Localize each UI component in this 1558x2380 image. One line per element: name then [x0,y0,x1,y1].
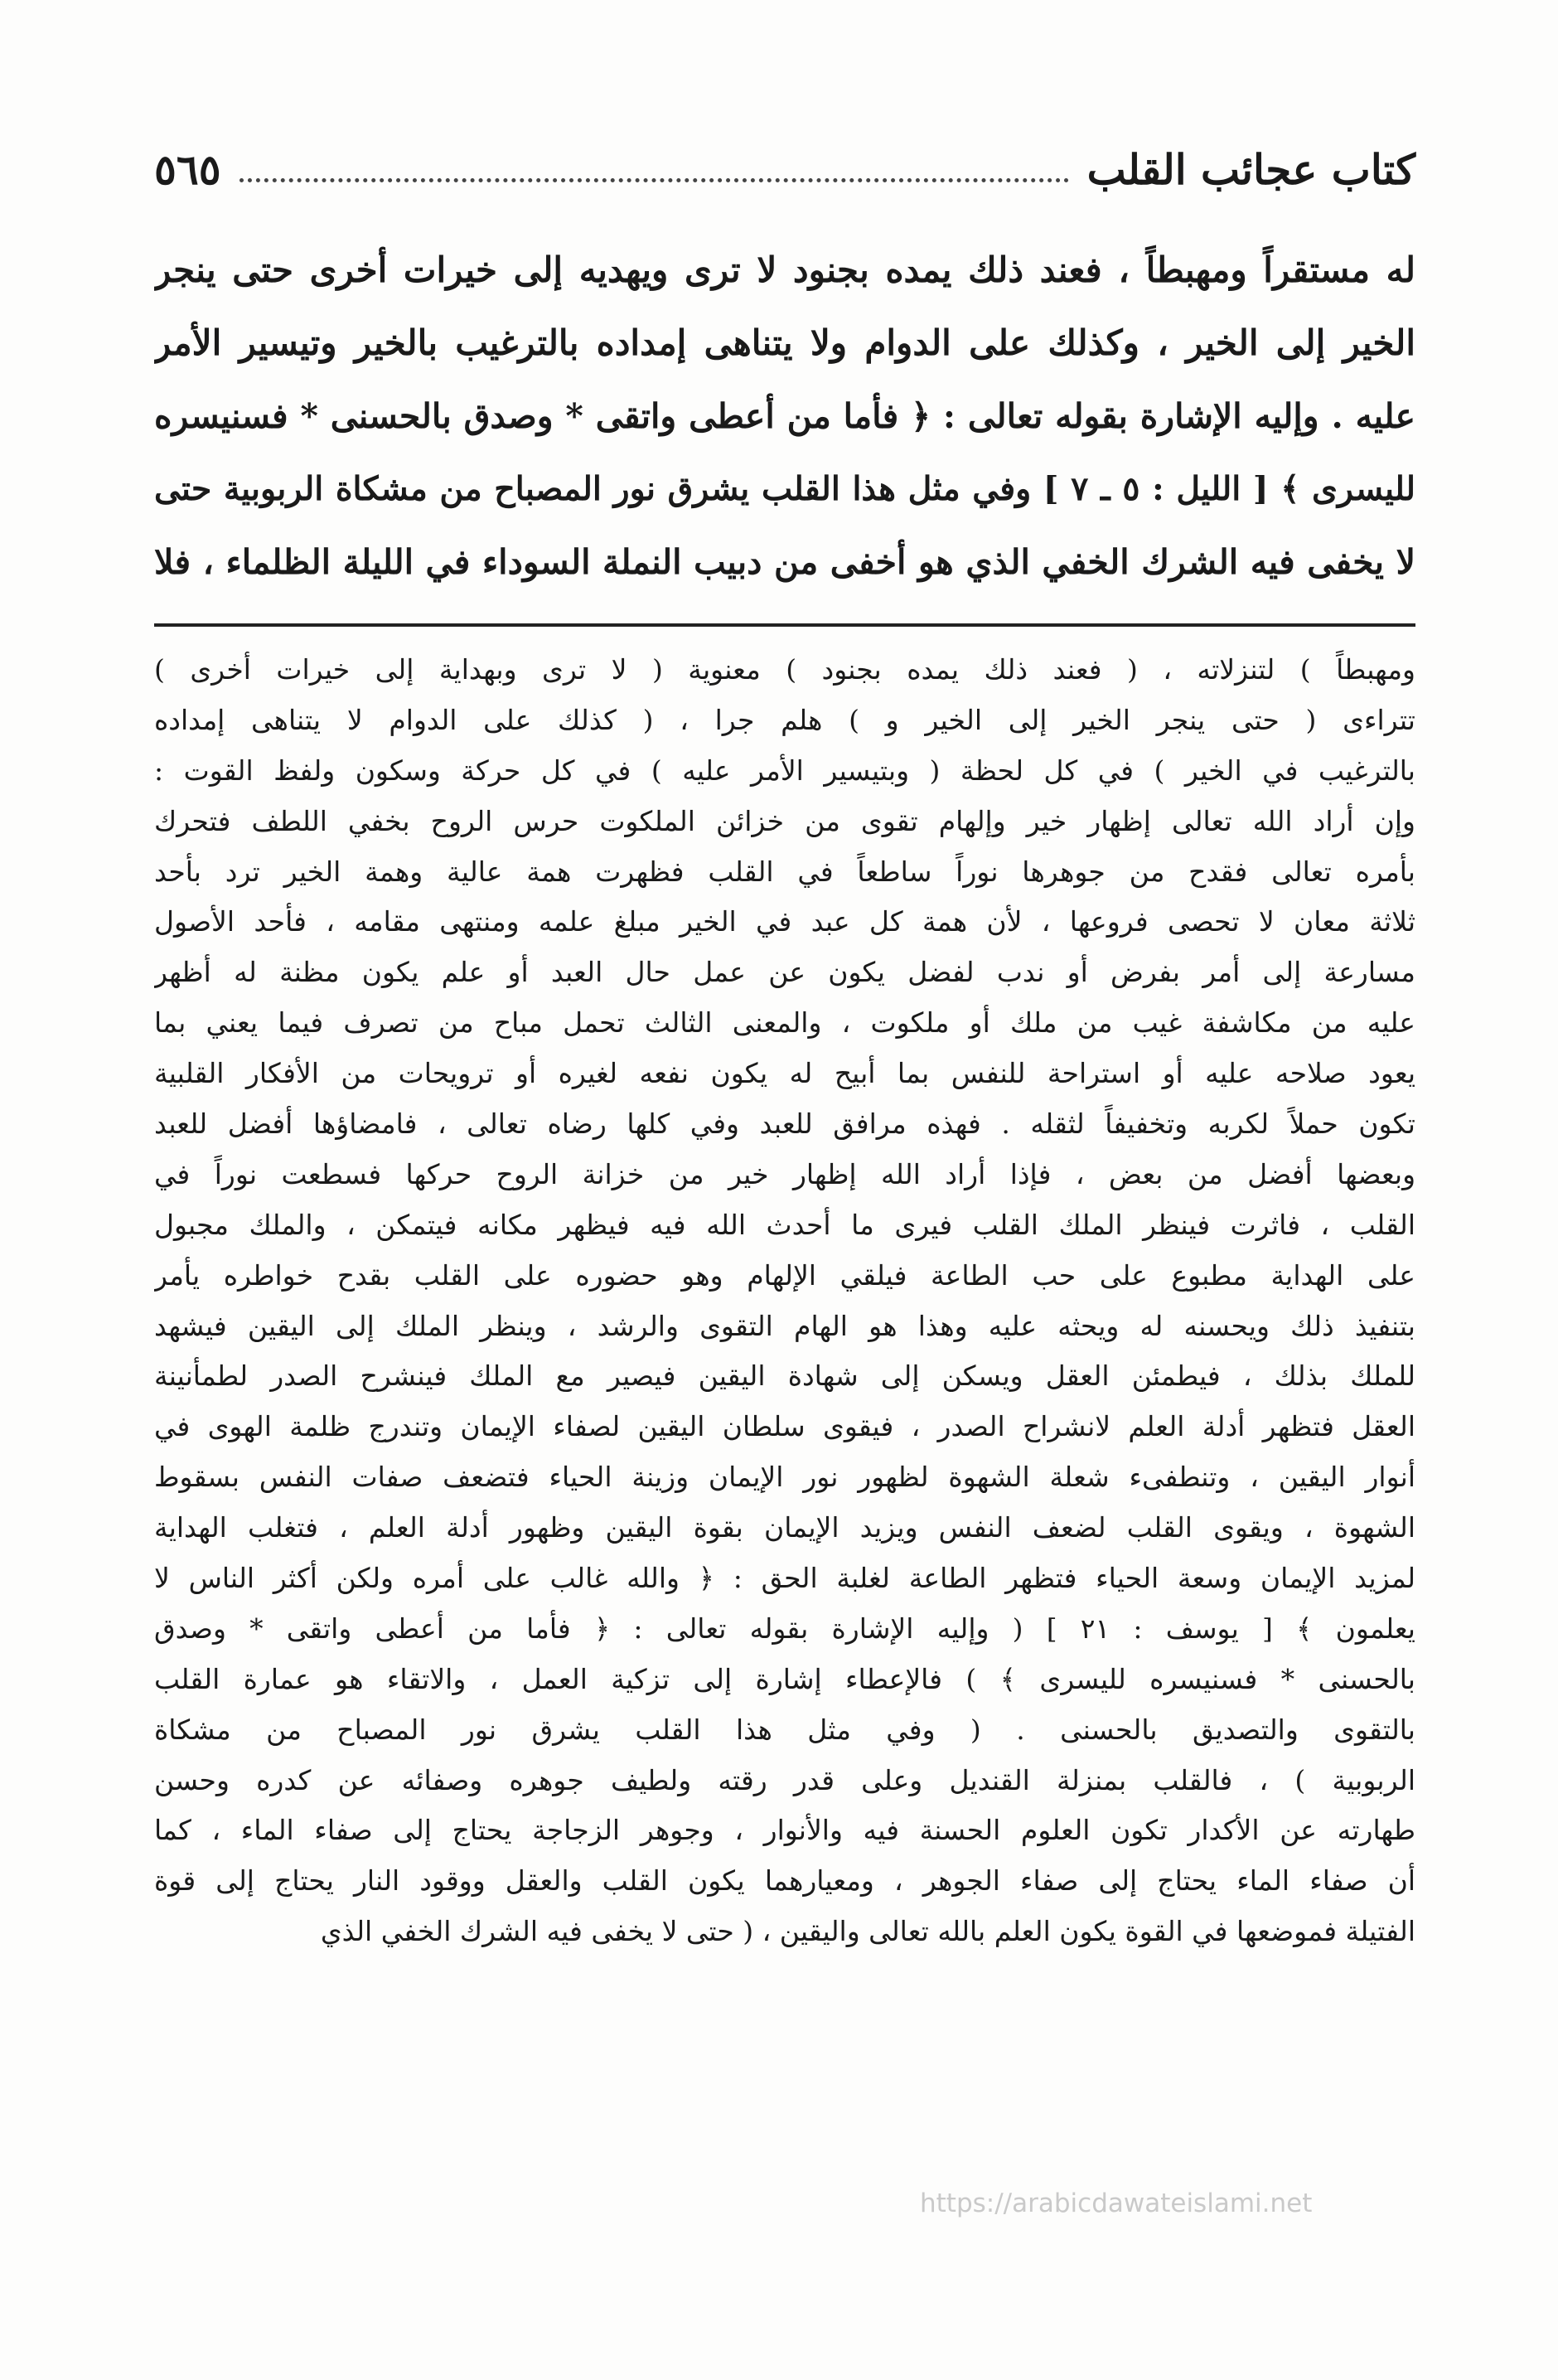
main-text-line: لليسرى ﴾ [ الليل : ٥ ـ ٧ ] وفي مثل هذا القلب يشرق نور المصباح من مشكاة الربوبية حتى [154,470,1415,508]
commentary-line: ثلاثة معان لا تحصى فروعها ، لأن همة كل عبد في الخير مبلغ علمه ومنتهى مقامه ، فأحد الأصول [154,905,1415,938]
commentary-line: للملك بذلك ، فيطمئن العقل ويسكن إلى شهادة اليقين فيصير مع الملك فينشرح الصدر لطمأنينة [154,1360,1415,1393]
commentary-line: القلب ، فاثرت فينظر الملك القلب فيرى ما أحدث الله فيه فيظهر مكانه فيتمكن ، والملك مجبول [154,1208,1415,1241]
commentary-line: يعود صلاحه عليه أو استراحة للنفس بما أبيح له يكون نفعه لغيره أو ترويحات من الأفكار القلبية [154,1057,1415,1090]
commentary-line: بالتقوى والتصديق بالحسنى . ( وفي مثل هذا القلب يشرق نور المصباح من مشكاة [154,1713,1415,1746]
commentary-line: مسارعة إلى أمر بفرض أو ندب لفضل يكون عن عمل حال العبد أو علم يكون مظنة له أظهر [154,956,1415,989]
main-text-line: الخير إلى الخير ، وكذلك على الدوام ولا يتناهى إمداده بالترغيب بالخير وتيسير الأمر [154,322,1415,363]
commentary-line: أنوار اليقين ، وتنطفىء شعلة الشهوة لظهور نور الإيمان وزينة الحياء فتضعف صفات النفس بسقوط [154,1461,1415,1494]
commentary-separator [154,623,1415,627]
commentary-line: ومهبطاً ) لتنزلاته ، ( فعند ذلك يمده بجنود ) معنوية ( لا ترى وبهداية إلى خيرات أخرى ) [154,653,1415,686]
commentary-line: على الهداية مطبوع على حب الطاعة فيلقي الإلهام وهو حضوره على القلب بقدح خواطره يأمر [154,1258,1415,1292]
commentary-line: بتنفيذ ذلك ويحسنه له ويحثه عليه وهذا هو الهام التقوى والرشد ، وينظر الملك إلى اليقين فيشهد [154,1309,1415,1342]
commentary-line: الربوبية ) ، فالقلب بمنزلة القنديل وعلى قدر رقته ولطيف جوهره وصفائه عن كدره وحسن [154,1763,1415,1796]
commentary-line: عليه من مكاشفة غيب من ملك أو ملكوت ، والمعنى الثالث تحمل مباح من تصرف فيما يعني بما [154,1006,1415,1040]
commentary-line: وإن أراد الله تعالى إظهار خير وإلهام تقوى من خزائن الملكوت حرس الروح بخفي اللطف فتحرك [154,804,1415,837]
commentary-line: الشهوة ، ويقوى القلب لضعف النفس ويزيد الإيمان بقوة اليقين وظهور أدلة العلم ، فتغلب الهداية [154,1511,1415,1544]
commentary-line: العقل فتظهر أدلة العلم لانشراح الصدر ، فيقوى سلطان اليقين لصفاء الإيمان وتندرج ظلمة الهوى في [154,1410,1415,1443]
dotted-leader [240,177,1069,182]
commentary-line: بأمره تعالى فقدح من جوهرها نوراً ساطعاً في القلب فظهرت همة عالية وهمة الخير ترد بأحد [154,855,1415,888]
commentary-line: بالحسنى * فسنيسره لليسرى ﴾ ) فالإعطاء إشارة إلى تزكية العمل ، والاتقاء هو عمارة القلب [154,1662,1415,1695]
book-title: كتاب عجائب القلب [1086,145,1415,194]
commentary-line: يعلمون ﴾ [ يوسف : ٢١ ] ( وإليه الإشارة بقوله تعالى : ﴿ فأما من أعطى واتقى * وصدق [154,1612,1415,1645]
main-text-block [154,234,1415,599]
commentary-line: تتراءى ( حتى ينجر الخير إلى الخير و ) هلم جرا ، ( كذلك على الدوام لا يتناهى إمداده [154,703,1415,736]
commentary-line: وبعضها أفضل من بعض ، فإذا أراد الله إظهار خير من خزانة الروح حركها فسطعت نوراً في [154,1157,1415,1190]
main-text-line: له مستقراً ومهبطاً ، فعند ذلك يمده بجنود لا ترى ويهديه إلى خيرات أخرى حتى ينجر [154,250,1415,290]
main-text-line: لا يخفى فيه الشرك الخفي الذي هو أخفى من دبيب النملة السوداء في الليلة الظلماء ، فلا [154,542,1415,582]
watermark-url: https://arabicdawateislami.net [920,2189,1313,2218]
commentary-block [154,645,1415,1957]
main-text-line: عليه . وإليه الإشارة بقوله تعالى : ﴿ فأما من أعطى واتقى * وصدق بالحسنى * فسنيسره [154,396,1415,436]
running-header [154,124,1415,194]
commentary-line: بالترغيب في الخير ) في كل لحظة ( وبتيسير الأمر عليه ) في كل حركة وسكون ولفظ القوت : [154,754,1415,787]
commentary-line: أن صفاء الماء يحتاج إلى صفاء الجوهر ، ومعيارهما يكون القلب والعقل ووقود النار يحتاج إلى قوة [154,1864,1415,1898]
commentary-line: لمزيد الإيمان وسعة الحياء فتظهر الطاعة لغلبة الحق : ﴿ والله غالب على أمره ولكن أكثر الناس لا [154,1562,1415,1595]
commentary-line: الفتيلة فموضعها في القوة يكون العلم بالله تعالى واليقين ، ( حتى لا يخفى فيه الشرك الخفي الذي [320,1915,1415,1948]
commentary-line: تكون حملاً لكربه وتخفيفاً لثقله . فهذه مرافق للعبد وفي كلها رضاه تعالى ، فامضاؤها أفضل للعبد [154,1108,1415,1141]
commentary-line: طهارته عن الأكدار تكون العلوم الحسنة فيه والأنوار ، وجوهر الزجاجة يحتاج إلى صفاء الماء ، كما [154,1814,1415,1847]
page-number: ٥٦٥ [154,145,221,194]
